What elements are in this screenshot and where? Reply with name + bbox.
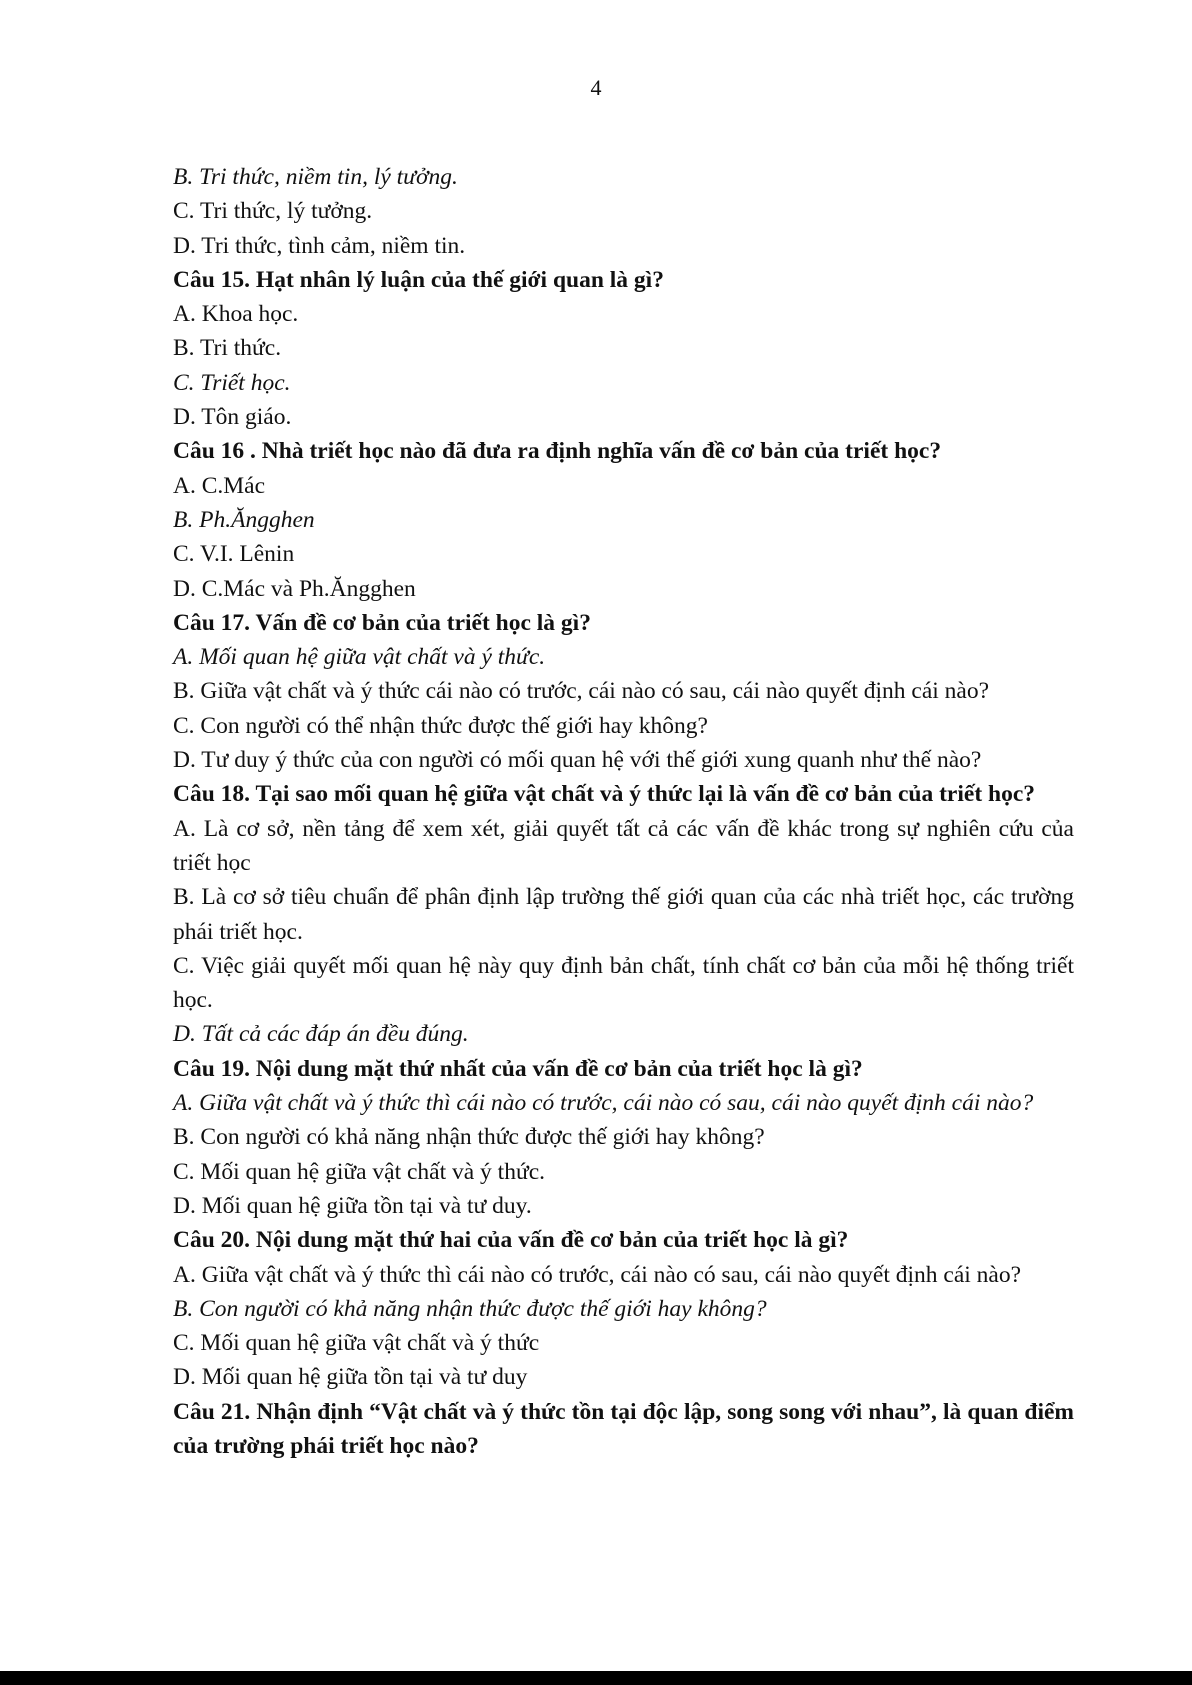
answer-option: C. Triết học. <box>173 369 291 396</box>
question-heading: Câu 19. Nội dung mặt thứ nhất của vấn đề cơ bản của triết học là gì? <box>173 1055 863 1082</box>
page-number: 4 <box>590 75 602 100</box>
question-heading: Câu 20. Nội dung mặt thứ hai của vấn đề cơ bản của triết học là gì? <box>173 1227 849 1254</box>
answer-option: B. Giữa vật chất và ý thức cái nào có trước, cái nào có sau, cái nào quyết định cái nào? <box>173 678 990 705</box>
answer-option: A. Mối quan hệ giữa vật chất và ý thức. <box>173 644 546 671</box>
answer-option: B. Con người có khả năng nhận thức được thế giới hay không? <box>173 1295 767 1322</box>
answer-option: D. Tri thức, tình cảm, niềm tin. <box>173 232 466 259</box>
answer-option: D. Tư duy ý thức của con người có mối quan hệ với thế giới xung quanh như thế nào? <box>173 747 982 774</box>
answer-option: C. Mối quan hệ giữa vật chất và ý thức <box>173 1330 540 1357</box>
answer-option: A. Giữa vật chất và ý thức thì cái nào có trước, cái nào có sau, cái nào quyết định cái nào? <box>173 1261 1022 1288</box>
answer-option: C. V.I. Lênin <box>173 541 295 568</box>
answer-option: B. Ph.Ăngghen <box>173 506 315 533</box>
answer-option: B. Con người có khả năng nhận thức được thế giới hay không? <box>173 1124 765 1151</box>
question-heading: Câu 17. Vấn đề cơ bản của triết học là gì? <box>173 609 591 636</box>
answer-option: C. Mối quan hệ giữa vật chất và ý thức. <box>173 1158 546 1185</box>
answer-option: C. Việc giải quyết mối quan hệ này quy định bản chất, tính chất cơ bản của mỗi hệ thống triết học. <box>173 952 1074 1014</box>
answer-option: A. Là cơ sở, nền tảng để xem xét, giải quyết tất cả các vấn đề khác trong sự nghiên cứu của triết học <box>173 815 1074 876</box>
answer-option: B. Tri thức. <box>173 335 282 362</box>
bottom-border <box>0 1671 1192 1685</box>
document-body <box>173 160 1074 1463</box>
answer-option: A. Giữa vật chất và ý thức thì cái nào có trước, cái nào có sau, cái nào quyết định cái nào? <box>173 1090 1034 1117</box>
answer-option: D. Mối quan hệ giữa tồn tại và tư duy. <box>173 1192 532 1219</box>
answer-option: B. Tri thức, niềm tin, lý tưởng. <box>173 164 458 190</box>
answer-option: D. C.Mác và Ph.Ăngghen <box>173 575 416 602</box>
answer-option: B. Là cơ sở tiêu chuẩn để phân định lập trường thế giới quan của các nhà triết học, các trường phái triết học. <box>173 884 1074 945</box>
answer-option: D. Tất cả các đáp án đều đúng. <box>173 1021 469 1048</box>
question-heading: Câu 18. Tại sao mối quan hệ giữa vật chất và ý thức lại là vấn đề cơ bản của triết học? <box>173 781 1036 808</box>
answer-option: A. C.Mác <box>173 472 266 499</box>
question-heading: Câu 21. Nhận định “Vật chất và ý thức tồn tại độc lập, song song với nhau”, là quan điểm của trường phái triết học nào? <box>173 1398 1074 1459</box>
answer-option: D. Mối quan hệ giữa tồn tại và tư duy <box>173 1364 528 1391</box>
answer-option: C. Tri thức, lý tưởng. <box>173 198 373 225</box>
question-heading: Câu 16 . Nhà triết học nào đã đưa ra định nghĩa vấn đề cơ bản của triết học? <box>173 438 942 465</box>
question-heading: Câu 15. Hạt nhân lý luận của thế giới quan là gì? <box>173 266 664 293</box>
answer-option: D. Tôn giáo. <box>173 404 292 431</box>
answer-option: A. Khoa học. <box>173 301 299 328</box>
answer-option: C. Con người có thể nhận thức được thế giới hay không? <box>173 712 708 739</box>
